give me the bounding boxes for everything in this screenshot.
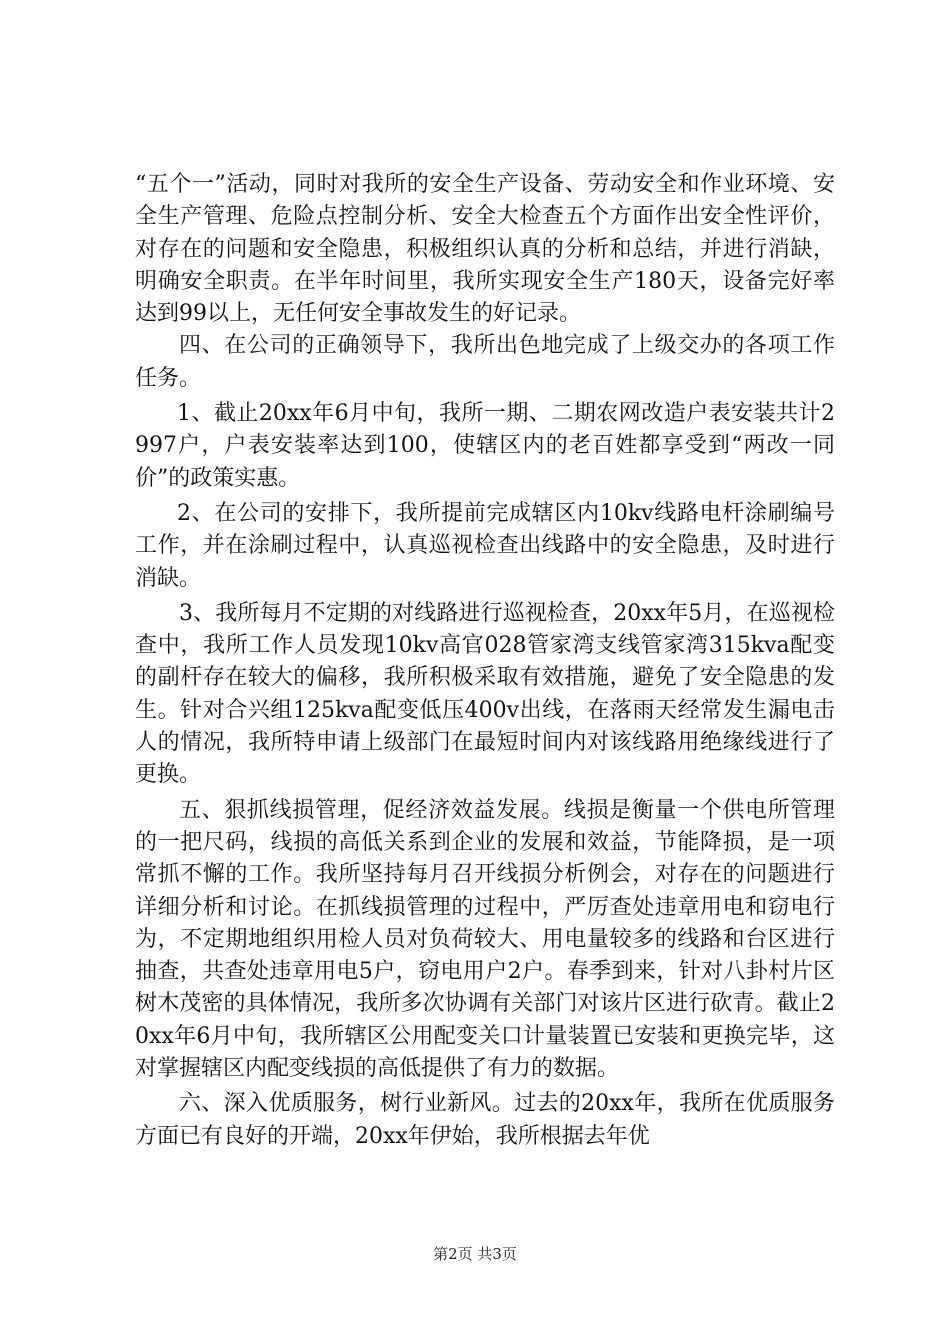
paragraph-section-four: 四、在公司的正确领导下，我所出色地完成了上级交办的各项工作任务。 [135, 333, 835, 391]
paragraph-item-three: 3、我所每月不定期的对线路进行巡视检查，20xx年5月，在巡视检查中，我所工作人员发现10kv高官028管家湾支线管家湾315kva配变的副杆存在较大的偏移，我所积极采取有效措施，避免了安全隐患的发生。针对合兴组125kva配变低压400v出线，在落雨天经常发生漏电击人的情况，我所特申请上级部门在最短时间内对该线路用绝缘线进行了更换。 [135, 600, 835, 788]
paragraph-safety-evaluation: “五个一”活动，同时对我所的安全生产设备、劳动安全和作业环境、安全生产管理、危险点控制分析、安全大检查五个方面作出安全性评价，对存在的问题和安全隐患，积极组织认真的分析和总结，并进行消缺，明确安全职责。在半年时间里，我所实现安全生产180天，设备完好率达到99以上，无任何安全事故发生的好记录。 [135, 172, 835, 327]
page-number: 第2页 共3页 [433, 1245, 517, 1263]
paragraph-section-six: 六、深入优质服务，树行业新风。过去的20xx年，我所在优质服务方面已有良好的开端，20xx年伊始，我所根据去年优 [135, 1091, 835, 1149]
paragraph-item-two: 2、在公司的安排下，我所提前完成辖区内10kv线路电杆涂刷编号工作，并在涂刷过程中，认真巡视检查出线路中的安全隐患，及时进行消缺。 [135, 500, 835, 591]
page-footer [0, 1244, 950, 1264]
paragraph-section-five: 五、狠抓线损管理，促经济效益发展。线损是衡量一个供电所管理的一把尺码，线损的高低关系到企业的发展和效益，节能降损，是一项常抓不懈的工作。我所坚持每月召开线损分析例会，对存在的问题进行详细分析和讨论。在抓线损管理的过程中，严厉查处违章用电和窃电行为，不定期地组织用检人员对负荷较大、用电量较多的线路和台区进行抽查，共查处违章用电5户，窃电用户2户。春季到来，针对八卦村片区树木茂密的具体情况，我所多次协调有关部门对该片区进行砍青。截止20xx年6月中旬，我所辖区公用配变关口计量装置已安装和更换完毕，这对掌握辖区内配变线损的高低提供了有力的数据。 [135, 797, 835, 1082]
paragraph-item-one: 1、截止20xx年6月中旬，我所一期、二期农网改造户表安装共计2997户，户表安装率达到100，使辖区内的老百姓都享受到“两改一同价”的政策实惠。 [135, 401, 835, 491]
document-body [135, 169, 835, 1153]
